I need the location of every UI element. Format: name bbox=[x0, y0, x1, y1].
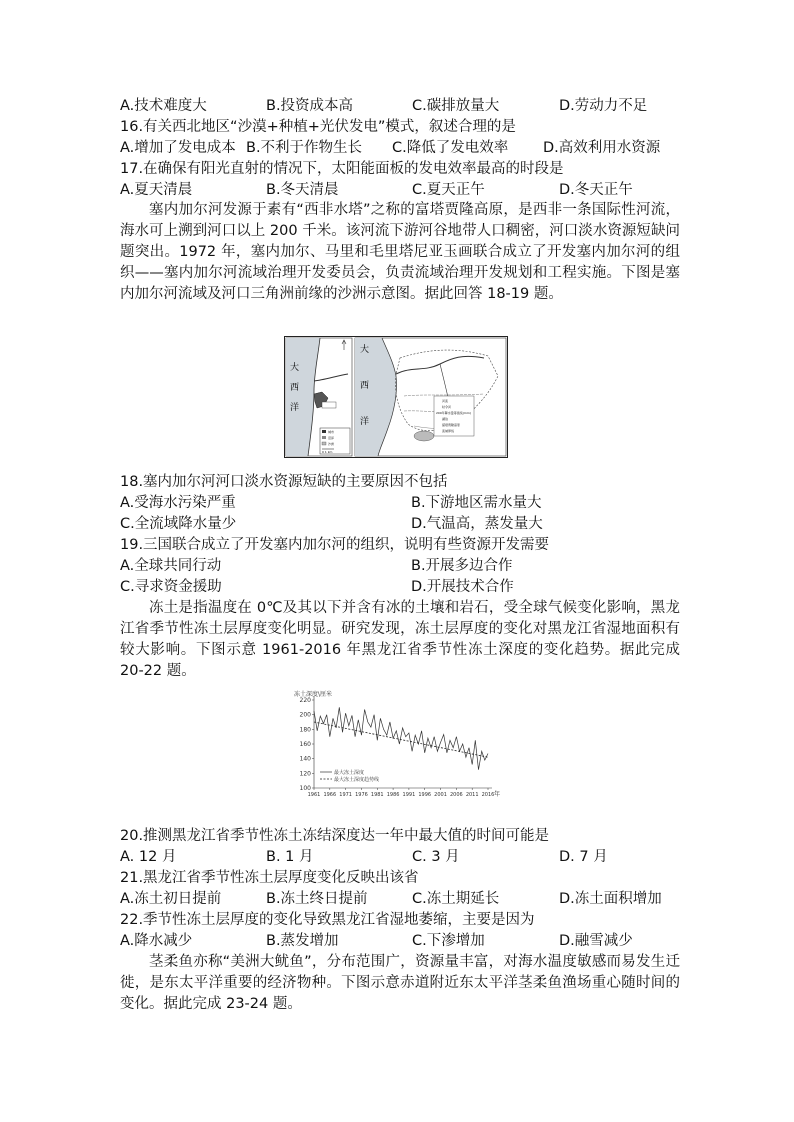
map-left-ocean-char-1: 大 bbox=[290, 363, 300, 373]
q18-option-a: A.受海水污染严重 bbox=[120, 495, 236, 511]
chart-y-tick-label: 160 bbox=[299, 741, 311, 748]
map-left-panel bbox=[286, 338, 352, 456]
q20-option-a: A. 12 月 bbox=[120, 849, 177, 865]
map-left-ocean-char-2: 西 bbox=[290, 383, 300, 393]
chart-x-tick-label: 1971 bbox=[339, 792, 353, 798]
q22-option-b: B.蒸发增加 bbox=[266, 933, 339, 949]
q22-option-c: C.下渗增加 bbox=[412, 933, 485, 949]
passage-senegal-river: 塞内加尔河发源于素有“西非水塔”之称的富塔贾隆高原，是西非一条国际性河流，海水可上溯到河口以上 200 千米。该河流下游河谷地带人口稠密，河口淡水资源短缺问题突出。1972 年，塞内加尔、马里和毛里塔尼亚玉画联合成立了开发塞内加尔河的组织——塞内加尔河流域治理开发委员会，负责流域治理开发规划和工程实施。下图是塞内加尔河流域及河口三角洲前缘的沙洲示意图。据此回答 18-19 题。 bbox=[120, 202, 680, 302]
q20-option-c: C. 3 月 bbox=[412, 849, 460, 865]
chart-y-tick-label: 100 bbox=[299, 785, 311, 792]
chart-legend bbox=[320, 769, 379, 783]
map-right-panel bbox=[355, 338, 506, 456]
q16-stem: 16.有关西北地区“沙漠+种植+光伏发电”模式，叙述合理的是 bbox=[120, 119, 516, 135]
map-right-legend-5: 富塔贾隆高原 bbox=[442, 423, 461, 427]
chart-x-tick-label: 1996 bbox=[418, 792, 432, 798]
map-right-legend-6: 流域界线 bbox=[442, 429, 455, 433]
q22-stem: 22.季节性冻土层厚度的变化导致黑龙江省湿地萎缩，主要是因为 bbox=[120, 912, 535, 928]
senegal-river-map bbox=[284, 336, 508, 458]
chart-series-group bbox=[314, 707, 488, 769]
chart-x-tick-label: 1981 bbox=[370, 792, 384, 798]
q15-option-d: D.劳动力不足 bbox=[559, 98, 648, 114]
q22-option-d: D.融雪减少 bbox=[559, 933, 633, 949]
chart-y-tick-label: 180 bbox=[299, 726, 311, 734]
q17-option-a: A.夏天清晨 bbox=[120, 182, 193, 198]
map-right-legend-1: 河流 bbox=[442, 399, 449, 403]
q17-option-c: C.夏天正午 bbox=[412, 182, 485, 198]
chart-axes bbox=[300, 696, 495, 798]
q19-option-a: A.全球共同行动 bbox=[120, 558, 222, 574]
passage-frozen-soil: 冻土是指温度在 0℃及其以下并含有冰的土壤和岩石，受全球气候变化影响，黑龙江省季节性冻土层厚度变化明显。研究发现，冻土层厚度的变化对黑龙江省湿地面积有较大影响。下图示意 1961-2016 年黑龙江省季节性冻土深度的变化趋势。据此完成 20-22 题。 bbox=[120, 600, 680, 679]
map-right-ocean-char-2: 西 bbox=[360, 381, 370, 391]
q17-option-b: B.冬天清晨 bbox=[266, 182, 339, 198]
chart-y-tick-label: 200 bbox=[299, 711, 311, 719]
chart-series-trend-line bbox=[314, 722, 488, 757]
frozen-soil-chart-svg bbox=[292, 688, 504, 810]
passage-humboldt-squid: 茎柔鱼亦称“美洲大鱿鱼”，分布范围广，资源量丰富，对海水温度敏感而易发生迁徙，是东太平洋重要的经济物种。下图示意赤道附近东太平洋茎柔鱼渔场重心随时间的变化。据此完成 23-24 题。 bbox=[120, 954, 680, 1012]
map-right-ocean-char-1: 大 bbox=[360, 345, 370, 355]
map-left-legend-1: 城市 bbox=[328, 430, 335, 434]
q21-option-d: D.冻土面积增加 bbox=[559, 891, 662, 907]
q16-option-b: B.不利于作物生长 bbox=[246, 140, 363, 156]
frozen-soil-chart bbox=[292, 688, 504, 810]
chart-x-tick-label: 2011 bbox=[465, 792, 479, 798]
senegal-map-svg bbox=[284, 336, 508, 458]
chart-x-tick-label: 1976 bbox=[355, 792, 368, 798]
q19-stem: 19.三国联合成立了开发塞内加尔河的组织，说明有些资源开发需要 bbox=[120, 537, 550, 553]
q21-stem: 21.黑龙江省季节性冻土层厚度变化反映出该省 bbox=[120, 870, 419, 886]
q16-option-a: A.增加了发电成本 bbox=[120, 140, 236, 156]
q18-option-c: C.全流域降水量少 bbox=[120, 516, 237, 532]
chart-series-line-max-depth bbox=[314, 707, 488, 769]
q16-option-d: D.高效利用水资源 bbox=[543, 140, 661, 156]
chart-y-tick-label: 140 bbox=[299, 755, 311, 763]
q19-option-b: B.开展多边合作 bbox=[411, 558, 513, 574]
q17-option-d: D.冬天正午 bbox=[559, 182, 633, 198]
chart-x-tick-label: 2006 bbox=[449, 792, 463, 798]
q21-option-b: B.冻土终日提前 bbox=[266, 891, 368, 907]
q18-stem: 18.塞内加尔河河口淡水资源短缺的主要原因不包括 bbox=[120, 474, 448, 490]
map-right-ocean-char-3: 洋 bbox=[360, 417, 370, 427]
q21-option-c: C.冻土期延长 bbox=[412, 891, 500, 907]
q19-option-c: C.寻求资金援助 bbox=[120, 579, 222, 595]
q17-stem: 17.在确保有阳光直射的情况下，太阳能面板的发电效率最高的时段是 bbox=[120, 161, 564, 177]
chart-legend-label-trend: 最大冻土深度趋势线 bbox=[334, 777, 380, 783]
q22-option-a: A.降水减少 bbox=[120, 933, 193, 949]
map-left-ocean-char-3: 洋 bbox=[290, 403, 300, 413]
chart-y-tick-label: 120 bbox=[299, 770, 311, 778]
map-left-legend-2: 沼泽 bbox=[328, 436, 335, 440]
chart-x-tick-label: 2016 bbox=[481, 792, 495, 798]
q20-stem: 20.推测黑龙江省季节性冻土冻结深度达一年中最大值的时间可能是 bbox=[120, 828, 550, 844]
chart-x-tick-label: 1966 bbox=[323, 792, 337, 798]
q15-option-c: C.碳排放量大 bbox=[412, 98, 500, 114]
chart-y-axis-label: 冻土深度\厘米 bbox=[294, 691, 333, 698]
map-right-legend-4: 湖泊 bbox=[442, 417, 449, 421]
q18-option-b: B.下游地区需水量大 bbox=[411, 495, 542, 511]
q21-option-a: A.冻土初日提前 bbox=[120, 891, 222, 907]
map-right-legend-2: 时令河 bbox=[442, 405, 452, 409]
q15-option-b: B.投资成本高 bbox=[266, 98, 354, 114]
q20-option-b: B. 1 月 bbox=[266, 849, 314, 865]
chart-y-tick-label: 220 bbox=[299, 697, 311, 704]
chart-x-tick-label: 2001 bbox=[434, 792, 447, 798]
chart-x-axis-label: 年 bbox=[494, 791, 501, 798]
map-left-scale: 0 1 km bbox=[322, 450, 333, 454]
q19-option-d: D.开展技术合作 bbox=[411, 579, 514, 595]
chart-x-tick-label: 1991 bbox=[402, 792, 416, 798]
chart-x-tick-label: 1986 bbox=[386, 792, 400, 798]
map-left-legend-3: 沙洲 bbox=[328, 442, 335, 446]
q18-option-d: D.气温高，蒸发量大 bbox=[411, 516, 543, 532]
chart-x-tick-label: 1961 bbox=[307, 792, 321, 798]
q16-option-c: C.降低了发电效率 bbox=[392, 140, 509, 156]
q20-option-d: D. 7 月 bbox=[559, 849, 608, 865]
q15-option-a: A.技术难度大 bbox=[120, 98, 207, 114]
map-right-legend-3: 200年降水量等值线(mm) bbox=[436, 411, 471, 415]
chart-legend-label-max-depth: 最大冻土深度 bbox=[334, 770, 365, 776]
